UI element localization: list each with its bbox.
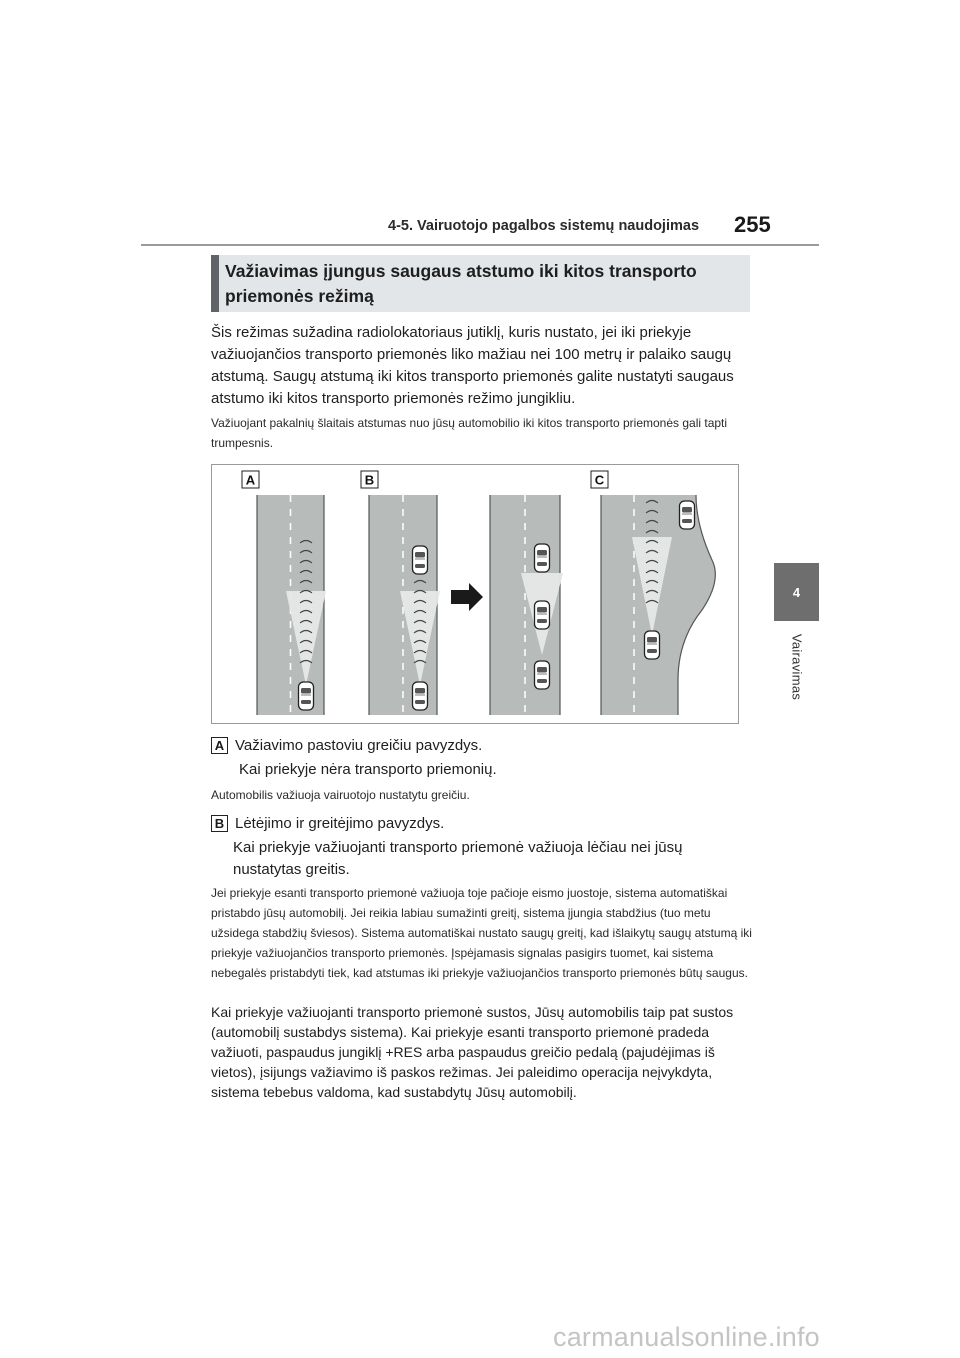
section-heading-bar xyxy=(211,255,219,312)
chapter-number: 4 xyxy=(792,584,801,600)
watermark: carmanualsonline.info xyxy=(553,1322,820,1352)
final-paragraph: Kai priekyje važiuojanti transporto priemonė sustos, Jūsų automobilis taip pat sustos (automobilį sustabdys sistema). Kai priekyje esanti transporto priemonė pradeda važiuoti, paspaudus jungiklį +RES arba paspaudus greičio pedalą (pajudėjimas iš vietos), įsijungs važiavimo iš paskos režimas. Jei paleidimo operacija neįvykdyta, sistema tebebus valdoma, kad sustabdytų Jūsų automobilį. xyxy=(211,1004,734,1100)
chapter-label: Vairavimas xyxy=(789,633,805,701)
road-panel-a xyxy=(257,495,326,715)
item-b-title: Lėtėjimo ir greitėjimo pavyzdys. xyxy=(235,815,445,832)
header-divider xyxy=(141,244,819,246)
item-b-note: Jei priekyje esanti transporto priemonė važiuoja toje pačioje eismo juostoje, sistema automatiškai pristabdo jūsų automobilį. Jei reikia labiau sumažinti greitį, sistema įjungia stabdžius (tuo metu užsidega stabdžių šviesos). Sistema automatiškai nustato saugų greitį, kad išlaikytų saugų atstumą iki priekyje važiuojančios transporto priemonės. Įspėjamasis signalas pasigirs tuomet, kai sistema nebegalės pristabdyti tiek, kad atstumas iki priekyje važiuojančios transporto priemonės būtų saugus. xyxy=(211,886,752,980)
chapter-label-container xyxy=(767,633,827,701)
intro-paragraph: Šis režimas sužadina radiolokatoriaus jutiklį, kuris nustato, jei iki priekyje važiuojančios transporto priemonės liko mažiau nei 100 metrų ir palaiko saugų atstumą. Saugų atstumą iki kitos transporto priemonės galite nustatyti saugaus atstumo iki kitos transporto priemonės režimo jungikliu. xyxy=(211,324,734,407)
item-a-description: Kai priekyje nėra transporto priemonių. xyxy=(239,761,497,778)
running-header-title: 4-5. Vairuotojo pagalbos sistemų naudojimas xyxy=(388,218,700,234)
item-a-note: Automobilis važiuoja vairuotojo nustatytu greičiu. xyxy=(211,788,470,802)
road-illustration xyxy=(212,465,738,723)
label-a-text: A xyxy=(245,472,256,488)
label-a xyxy=(242,471,259,488)
illustration-frame xyxy=(211,464,739,724)
label-b xyxy=(361,471,378,488)
item-b-letter-box: B xyxy=(211,815,228,832)
label-b-text: B xyxy=(364,472,375,488)
page-number: 255 xyxy=(734,212,771,237)
chapter-tab xyxy=(774,563,819,621)
label-c xyxy=(591,471,608,488)
item-a-title: Važiavimo pastoviu greičiu pavyzdys. xyxy=(235,737,483,754)
item-b-description: Kai priekyje važiuojanti transporto priemonė važiuoja lėčiau nei jūsų nustatytas greitis. xyxy=(233,839,683,878)
transition-arrow-icon xyxy=(451,583,483,611)
label-c-text: C xyxy=(594,472,605,488)
section-title: Važiavimas įjungus saugaus atstumo iki kitos transporto priemonės režimą xyxy=(225,261,697,306)
intro-note: Važiuojant pakalnių šlaitais atstumas nuo jūsų automobilio iki kitos transporto priemonės gali tapti trumpesnis. xyxy=(211,416,728,450)
road-panel-b-before xyxy=(369,495,440,715)
road-panel-b-after xyxy=(490,495,563,715)
item-a-letter-box: A xyxy=(211,737,228,754)
road-panel-c xyxy=(601,495,715,715)
